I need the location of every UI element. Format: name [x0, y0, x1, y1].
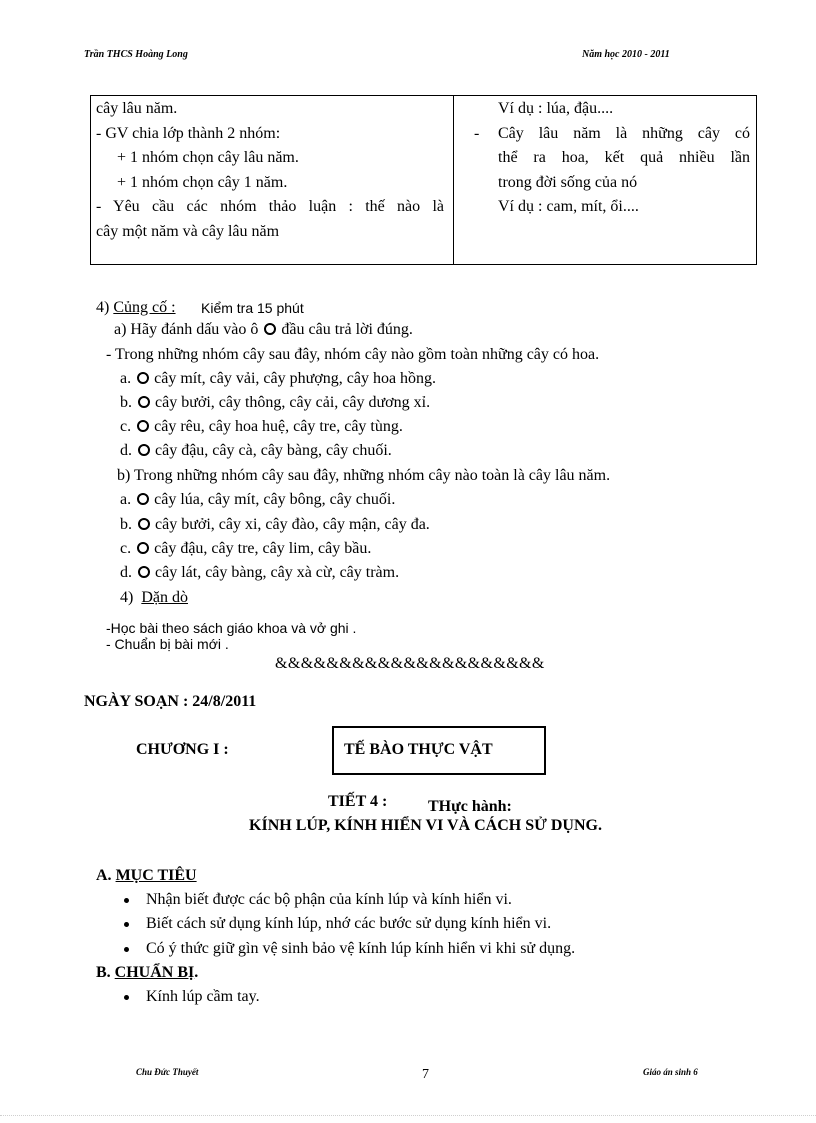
ngay-soan: NGÀY SOẠN : 24/8/2011	[84, 693, 257, 710]
q2-option-b	[120, 513, 430, 538]
q1-option-a	[120, 367, 436, 392]
option-text: cây lúa, cây mít, cây bông, cây chuối.	[154, 491, 396, 508]
option-label: d.	[120, 564, 132, 581]
q1-option-c	[120, 415, 403, 440]
dando-line: - Chuẩn bị bài mới .	[106, 636, 229, 652]
section-a-prefix: A.	[96, 867, 112, 884]
q2-option-d	[120, 561, 399, 586]
bullet-icon	[124, 995, 129, 1000]
section-b-heading	[96, 961, 198, 986]
option-text: cây bưởi, cây xi, cây đào, cây mận, cây đa.	[155, 516, 430, 533]
table-right-line: Ví dụ : cam, mít, ổi....	[498, 198, 639, 215]
lesson-type: THực hành:	[428, 798, 512, 815]
table-left-line: cây một năm và cây lâu năm	[96, 222, 280, 240]
lesson-label: TIẾT 4 :	[328, 793, 388, 810]
option-label: b.	[120, 516, 132, 533]
objective-item: Biết cách sử dụng kính lúp, nhớ các bước sử dụng kính hiển vi.	[146, 915, 552, 932]
table-right-dash: -	[474, 124, 480, 142]
circle-checkbox-icon[interactable]	[138, 518, 150, 530]
q2-option-a	[120, 488, 395, 513]
circle-checkbox-icon[interactable]	[138, 566, 150, 578]
separator: &&&&&&&&&&&&&&&&&&&&&	[275, 655, 545, 672]
option-text: cây lát, cây bàng, cây xà cừ, cây tràm.	[155, 564, 400, 581]
option-label: c.	[120, 418, 132, 435]
option-text: cây bưởi, cây thông, cây cải, cây dương xỉ.	[155, 394, 431, 411]
section-b-suffix: .	[194, 964, 199, 981]
table-divider	[453, 96, 454, 264]
instruction-line	[114, 318, 413, 343]
footer-right: Giáo án sinh 6	[643, 1067, 698, 1077]
objective-item: Nhận biết được các bộ phận của kính lúp và kính hiển vi.	[146, 891, 512, 908]
table-right-line: thể ra hoa, kết quả nhiều lần	[498, 149, 750, 166]
header-right: Năm học 2010 - 2011	[582, 49, 670, 60]
table-left-line: + 1 nhóm chọn cây 1 năm.	[117, 173, 288, 191]
circle-checkbox-icon	[264, 323, 276, 335]
cungco-heading	[96, 296, 176, 321]
question-2: b) Trong những nhóm cây sau đây, những nhóm cây nào toàn là cây lâu năm.	[117, 467, 611, 484]
section-a-title: MỤC TIÊU	[115, 867, 197, 884]
option-text: cây mít, cây vải, cây phượng, cây hoa hồng.	[154, 370, 437, 387]
page-number: 7	[422, 1067, 429, 1082]
table-right-line: trong đời sống của nó	[498, 173, 638, 191]
chapter-label: CHƯƠNG I :	[136, 741, 229, 758]
footer-left: Chu Đức Thuyết	[136, 1067, 199, 1077]
page-edge	[0, 1115, 816, 1116]
circle-checkbox-icon[interactable]	[137, 493, 149, 505]
objective-item: Có ý thức giữ gìn vệ sinh bảo vệ kính lúp kính hiển vi khi sử dụng.	[146, 940, 576, 957]
option-label: a.	[120, 491, 132, 508]
instruction-tail: đầu câu trả lời đúng.	[281, 321, 413, 338]
table-right-line: Ví dụ : lúa, đậu....	[498, 100, 614, 117]
cungco-note: Kiểm tra 15 phút	[201, 300, 304, 316]
option-label: c.	[120, 540, 132, 557]
circle-checkbox-icon[interactable]	[137, 542, 149, 554]
bullet-icon	[124, 922, 129, 927]
bullet-icon	[124, 947, 129, 952]
header-left: Trần THCS Hoàng Long	[84, 49, 188, 60]
circle-checkbox-icon[interactable]	[138, 444, 150, 456]
q2-option-c	[120, 537, 371, 562]
option-label: b.	[120, 394, 132, 411]
dando-title: Dặn dò	[141, 589, 188, 606]
table-right-line: Cây lâu năm là những cây có	[498, 124, 750, 142]
q1-option-d	[120, 439, 392, 464]
bullet-icon	[124, 898, 129, 903]
table-left-line: cây lâu năm.	[96, 100, 178, 117]
circle-checkbox-icon[interactable]	[137, 420, 149, 432]
q1-option-b	[120, 391, 430, 416]
circle-checkbox-icon[interactable]	[138, 396, 150, 408]
section-b-prefix: B.	[96, 964, 111, 981]
instruction-text: a) Hãy đánh dấu vào ô	[114, 321, 259, 338]
option-text: cây đậu, cây tre, cây lim, cây bầu.	[154, 540, 372, 557]
cungco-title: Củng cố :	[113, 299, 176, 316]
table-left-line: - GV chia lớp thành 2 nhóm:	[96, 124, 281, 142]
question-1: - Trong những nhóm cây sau đây, nhóm cây nào gồm toàn những cây có hoa.	[106, 346, 600, 363]
dando-number: 4)	[120, 589, 134, 606]
lesson-title: KÍNH LÚP, KÍNH HIỂN VI VÀ CÁCH SỬ DỤNG.	[249, 817, 602, 834]
option-text: cây đậu, cây cà, cây bàng, cây chuối.	[155, 442, 392, 459]
section-a-heading	[96, 864, 197, 889]
preparation-item: Kính lúp cầm tay.	[146, 988, 260, 1005]
section-b-title: CHUẨN BỊ	[114, 964, 195, 981]
cungco-number: 4)	[96, 299, 110, 316]
option-label: d.	[120, 442, 132, 459]
table-left-line: + 1 nhóm chọn cây lâu năm.	[117, 149, 299, 166]
table-left-line: - Yêu cầu các nhóm thảo luận : thế nào là	[96, 198, 444, 215]
option-text: cây rêu, cây hoa huệ, cây tre, cây tùng.	[154, 418, 403, 435]
dando-line: -Học bài theo sách giáo khoa và vở ghi .	[106, 620, 357, 636]
chapter-title: TẾ BÀO THỰC VẬT	[344, 741, 493, 758]
option-label: a.	[120, 370, 132, 387]
dando-heading	[120, 586, 188, 611]
circle-checkbox-icon[interactable]	[137, 372, 149, 384]
